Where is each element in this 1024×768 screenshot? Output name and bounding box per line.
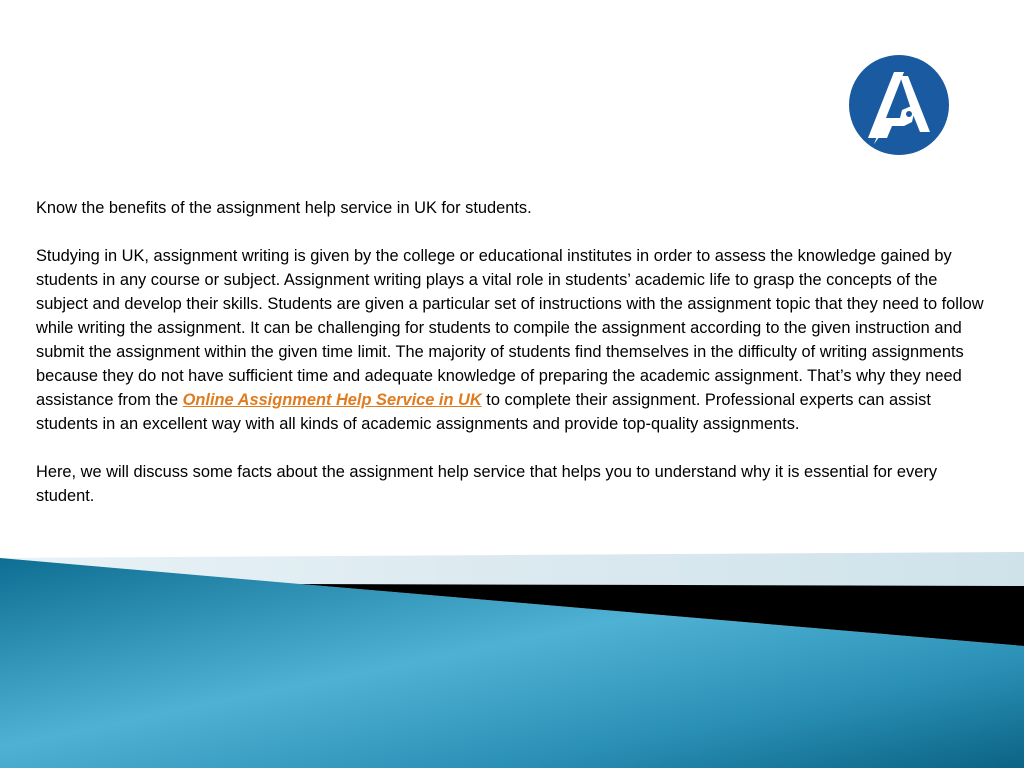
online-assignment-help-link[interactable]: Online Assignment Help Service in UK [182, 391, 482, 409]
intro-paragraph: Know the benefits of the assignment help service in UK for students. [36, 199, 532, 217]
article-body [36, 196, 984, 532]
main-paragraph [36, 244, 984, 436]
footer-decoration [0, 550, 1024, 768]
main-paragraph-text: Studying in UK, assignment writing is given by the college or educational institutes in order to assess the knowledge gained by students in any course or subject. Assignment writing plays a vital role in students’ academic life to grasp the concepts of the subject and develop their skills. Students are given a particular set of instructions with the assignment topic that they need to follow while writing the assignment. It can be challenging for students to compile the assignment according to the given instruction and submit the assignment within the given time limit. The majority of students find themselves in the difficulty of writing assignments because they do not have sufficient time and adequate knowledge of preparing the academic assignment. That’s why they need assistance from the [36, 247, 984, 409]
brand-logo-icon [846, 52, 952, 158]
main-paragraph-text-continued: to complete their assignment. Professional experts can assist students in an excellent way with all kinds of academic assignments and provide top-quality assignments. [36, 391, 931, 433]
logo-circle [849, 55, 949, 155]
closing-paragraph: Here, we will discuss some facts about the assignment help service that helps you to understand why it is essential for every student. [36, 463, 938, 505]
logo-nib-hole [906, 111, 912, 117]
